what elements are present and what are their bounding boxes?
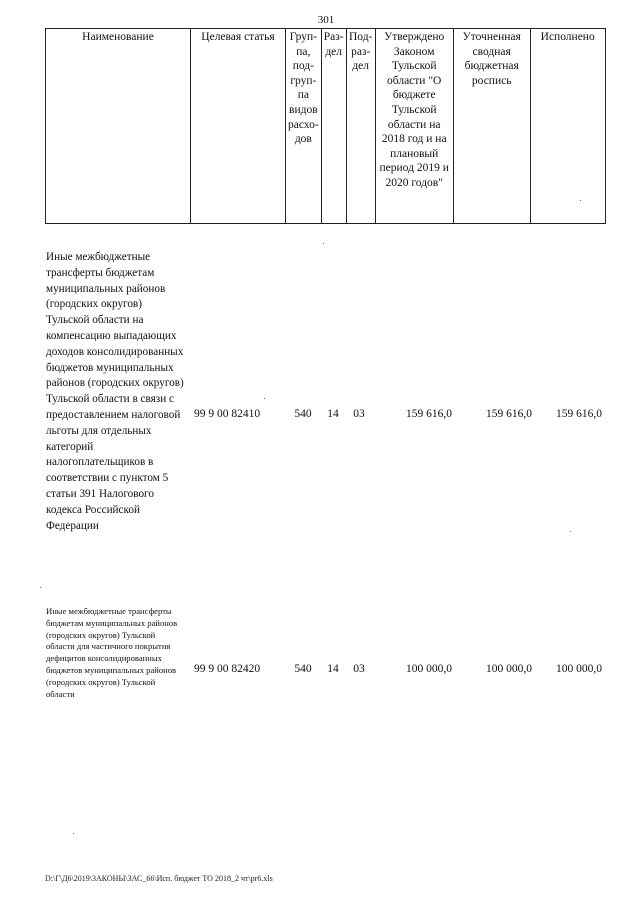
scan-speck — [323, 243, 324, 244]
row-executed: 100 000,0 — [556, 663, 602, 675]
row-razdel: 14 — [327, 408, 339, 420]
row-specified: 159 616,0 — [486, 408, 532, 420]
header-name: Наименование — [46, 29, 191, 224]
scan-speck — [264, 398, 265, 399]
header-target: Целевая статья — [191, 29, 286, 224]
header-podrazdel: Под- раз- дел — [346, 29, 375, 224]
row-name: Иные межбюджетные трансферты бюджетам муниципальных районов (городских округов) Тульской области на компенсацию выпадающих доходов консолидированных бюджетов муниципальных районов (городских округов) Тульской области в связи с предоставлением налоговой льготы для отдельных категорий налогоплательщиков в соответствии с пунктом 5 статьи 391 Налогового кодекса Российской Федерации — [46, 251, 184, 532]
scan-speck — [73, 833, 74, 834]
page-number: 301 — [317, 14, 335, 26]
file-path-footer: D:\Г\Д6\2019\ЗАКОНЫ\ЗАС_66\Исп. бюджет ТО 2018_2 чт\pr6.xls — [45, 874, 273, 883]
row-podrazdel: 03 — [353, 663, 365, 675]
header-razdel: Раз- дел — [321, 29, 346, 224]
row-target: 99 9 00 82420 — [194, 663, 261, 675]
row-target: 99 9 00 82410 — [194, 408, 261, 420]
row-executed: 159 616,0 — [556, 408, 602, 420]
budget-table-header — [45, 28, 606, 224]
header-executed: Исполнено — [530, 29, 605, 224]
row-approved: 100 000,0 — [406, 663, 452, 675]
row-group: 540 — [294, 408, 312, 420]
header-specified: Уточненная сводная бюджетная роспись — [453, 29, 530, 224]
header-approved: Утверждено Законом Тульской области "О бюджете Тульской области на 2018 год и на плановый период 2019 и 2020 годов" — [375, 29, 453, 224]
table-row — [46, 250, 606, 580]
row-razdel: 14 — [327, 663, 339, 675]
scan-speck — [40, 587, 41, 588]
row-approved: 159 616,0 — [406, 408, 452, 420]
header-group: Груп- па, под- груп- па видов расхо- дов — [286, 29, 322, 224]
row-name: Иные межбюджетные трансферты бюджетам муниципальных районов (городских округов) Тульской области для частичного покрытия дефицитов консолидированных бюджетов муниципальных районов (городских округов) Тульской области — [46, 606, 178, 699]
row-specified: 100 000,0 — [486, 663, 532, 675]
table-row — [46, 606, 606, 746]
row-group: 540 — [294, 663, 312, 675]
scan-speck — [570, 531, 571, 532]
scan-speck — [580, 200, 581, 201]
row-podrazdel: 03 — [353, 408, 365, 420]
